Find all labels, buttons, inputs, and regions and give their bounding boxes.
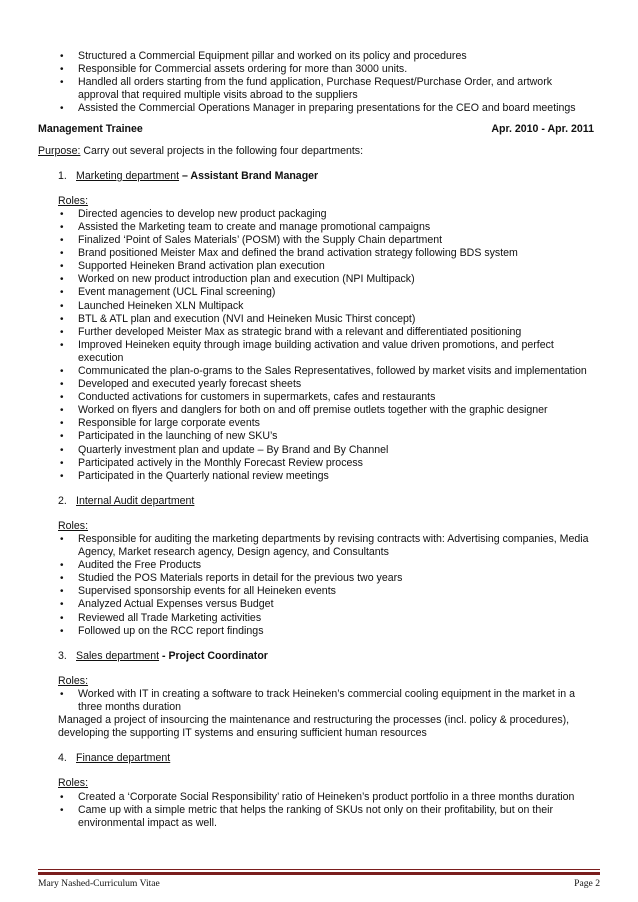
list-item: • BTL & ATL plan and execution (NVI and Heineken Music Thirst concept)	[38, 313, 594, 326]
list-item: • Came up with a simple metric that helps the ranking of SKUs not only on their profitability, but on their environmental impact as well.	[38, 804, 594, 830]
department-number: 2.	[58, 494, 67, 507]
department-name: Sales department	[76, 649, 160, 662]
list-item: • Supervised sponsorship events for all Heineken events	[38, 585, 594, 598]
department-number: 4.	[58, 752, 67, 765]
department-name: Finance department	[76, 752, 171, 765]
list-item: • Communicated the plan-o-grams to the Sales Representatives, followed by market visits and implementation	[38, 365, 594, 378]
list-item: • Studied the POS Materials reports in detail for the previous two years	[38, 572, 594, 585]
list-item: • Responsible for auditing the marketing departments by revising contracts with: Advertising companies, Media Agency, Market research agency, Design agency, and Consultants	[38, 533, 594, 559]
job-title: Management Trainee	[38, 123, 143, 136]
list-item: • Responsible for large corporate events	[38, 417, 594, 430]
job-heading	[38, 123, 594, 136]
list-item: • Analyzed Actual Expenses versus Budget	[38, 598, 594, 611]
list-item: • Audited the Free Products	[38, 559, 594, 572]
purpose-text: Carry out several projects in the following four departments:	[80, 144, 364, 157]
purpose-line	[38, 145, 594, 158]
list-item: • Participated in the launching of new SKU’s	[38, 430, 594, 443]
department-heading-sales	[38, 650, 594, 663]
list-item: • Developed and executed yearly forecast sheets	[38, 378, 594, 391]
intro-bullet-list	[38, 50, 594, 115]
list-item: • Responsible for Commercial assets ordering for more than 3000 units.	[38, 63, 594, 76]
list-item: • Worked on new product introduction plan and execution (NPI Multipack)	[38, 273, 594, 286]
marketing-roles-list	[38, 208, 594, 483]
page-content	[38, 50, 594, 830]
department-number: 3.	[58, 649, 67, 662]
list-item: • Further developed Meister Max as strategic brand with a relevant and differentiated positioning	[38, 326, 594, 339]
list-item: • Assisted the Commercial Operations Manager in preparing presentations for the CEO and board meetings	[38, 102, 594, 115]
roles-label: Roles:	[58, 777, 89, 790]
department-name: Marketing department	[76, 169, 180, 182]
roles-label: Roles:	[58, 519, 89, 532]
roles-label: Roles:	[58, 674, 89, 687]
list-item: • Supported Heineken Brand activation plan execution	[38, 260, 594, 273]
list-item: • Finalized ‘Point of Sales Materials’ (POSM) with the Supply Chain department	[38, 234, 594, 247]
department-number: 1.	[58, 169, 67, 182]
list-item: • Reviewed all Trade Marketing activities	[38, 612, 594, 625]
department-heading-marketing	[38, 170, 594, 183]
sales-note: Managed a project of insourcing the maintenance and restructuring the processes (incl. policy & procedures), developing the supporting IT systems and ensuring sufficient human resources	[58, 714, 570, 740]
list-item: • Improved Heineken equity through image building activation and value driven promotions, and perfect execution	[38, 339, 594, 365]
list-item: • Created a ‘Corporate Social Responsibility’ ratio of Heineken’s product portfolio in a three months duration	[38, 791, 594, 804]
footer-divider-thick	[38, 872, 600, 875]
list-item: • Participated in the Quarterly national review meetings	[38, 470, 594, 483]
list-item: • Event management (UCL Final screening)	[38, 286, 594, 299]
page-footer	[38, 877, 600, 890]
roles-label: Roles:	[58, 194, 89, 207]
job-dates: Apr. 2010 - Apr. 2011	[491, 123, 594, 136]
department-role: – Assistant Brand Manager	[179, 169, 319, 182]
list-item: • Followed up on the RCC report findings	[38, 625, 594, 638]
list-item: • Handled all orders starting from the fund application, Purchase Request/Purchase Order, and artwork approval that required multiple visits abroad to the suppliers	[38, 76, 594, 102]
audit-roles-list	[38, 533, 594, 638]
department-heading-internal-audit	[38, 495, 594, 508]
footer-divider	[38, 869, 600, 870]
list-item: • Structured a Commercial Equipment pillar and worked on its policy and procedures	[38, 50, 594, 63]
list-item: • Brand positioned Meister Max and defined the brand activation strategy following BDS system	[38, 247, 594, 260]
list-item: • Worked with IT in creating a software to track Heineken’s commercial cooling equipment in the market in a three months duration	[38, 688, 594, 714]
list-item: • Directed agencies to develop new product packaging	[38, 208, 594, 221]
footer-page-number: Page 2	[574, 878, 600, 889]
finance-roles-list	[38, 791, 594, 830]
department-name: Internal Audit department	[76, 494, 195, 507]
sales-roles-list	[38, 688, 594, 714]
list-item: • Assisted the Marketing team to create and manage promotional campaigns	[38, 221, 594, 234]
list-item: • Launched Heineken XLN Multipack	[38, 300, 594, 313]
list-item: • Quarterly investment plan and update – By Brand and By Channel	[38, 444, 594, 457]
department-heading-finance	[38, 752, 594, 765]
list-item: • Participated actively in the Monthly Forecast Review process	[38, 457, 594, 470]
footer-document-title: Mary Nashed-Curriculum Vitae	[38, 878, 160, 889]
list-item: • Conducted activations for customers in supermarkets, cafes and restaurants	[38, 391, 594, 404]
department-role: - Project Coordinator	[159, 649, 268, 662]
purpose-label: Purpose:	[38, 144, 81, 157]
list-item: • Worked on flyers and danglers for both on and off premise outlets together with the graphic designer	[38, 404, 594, 417]
